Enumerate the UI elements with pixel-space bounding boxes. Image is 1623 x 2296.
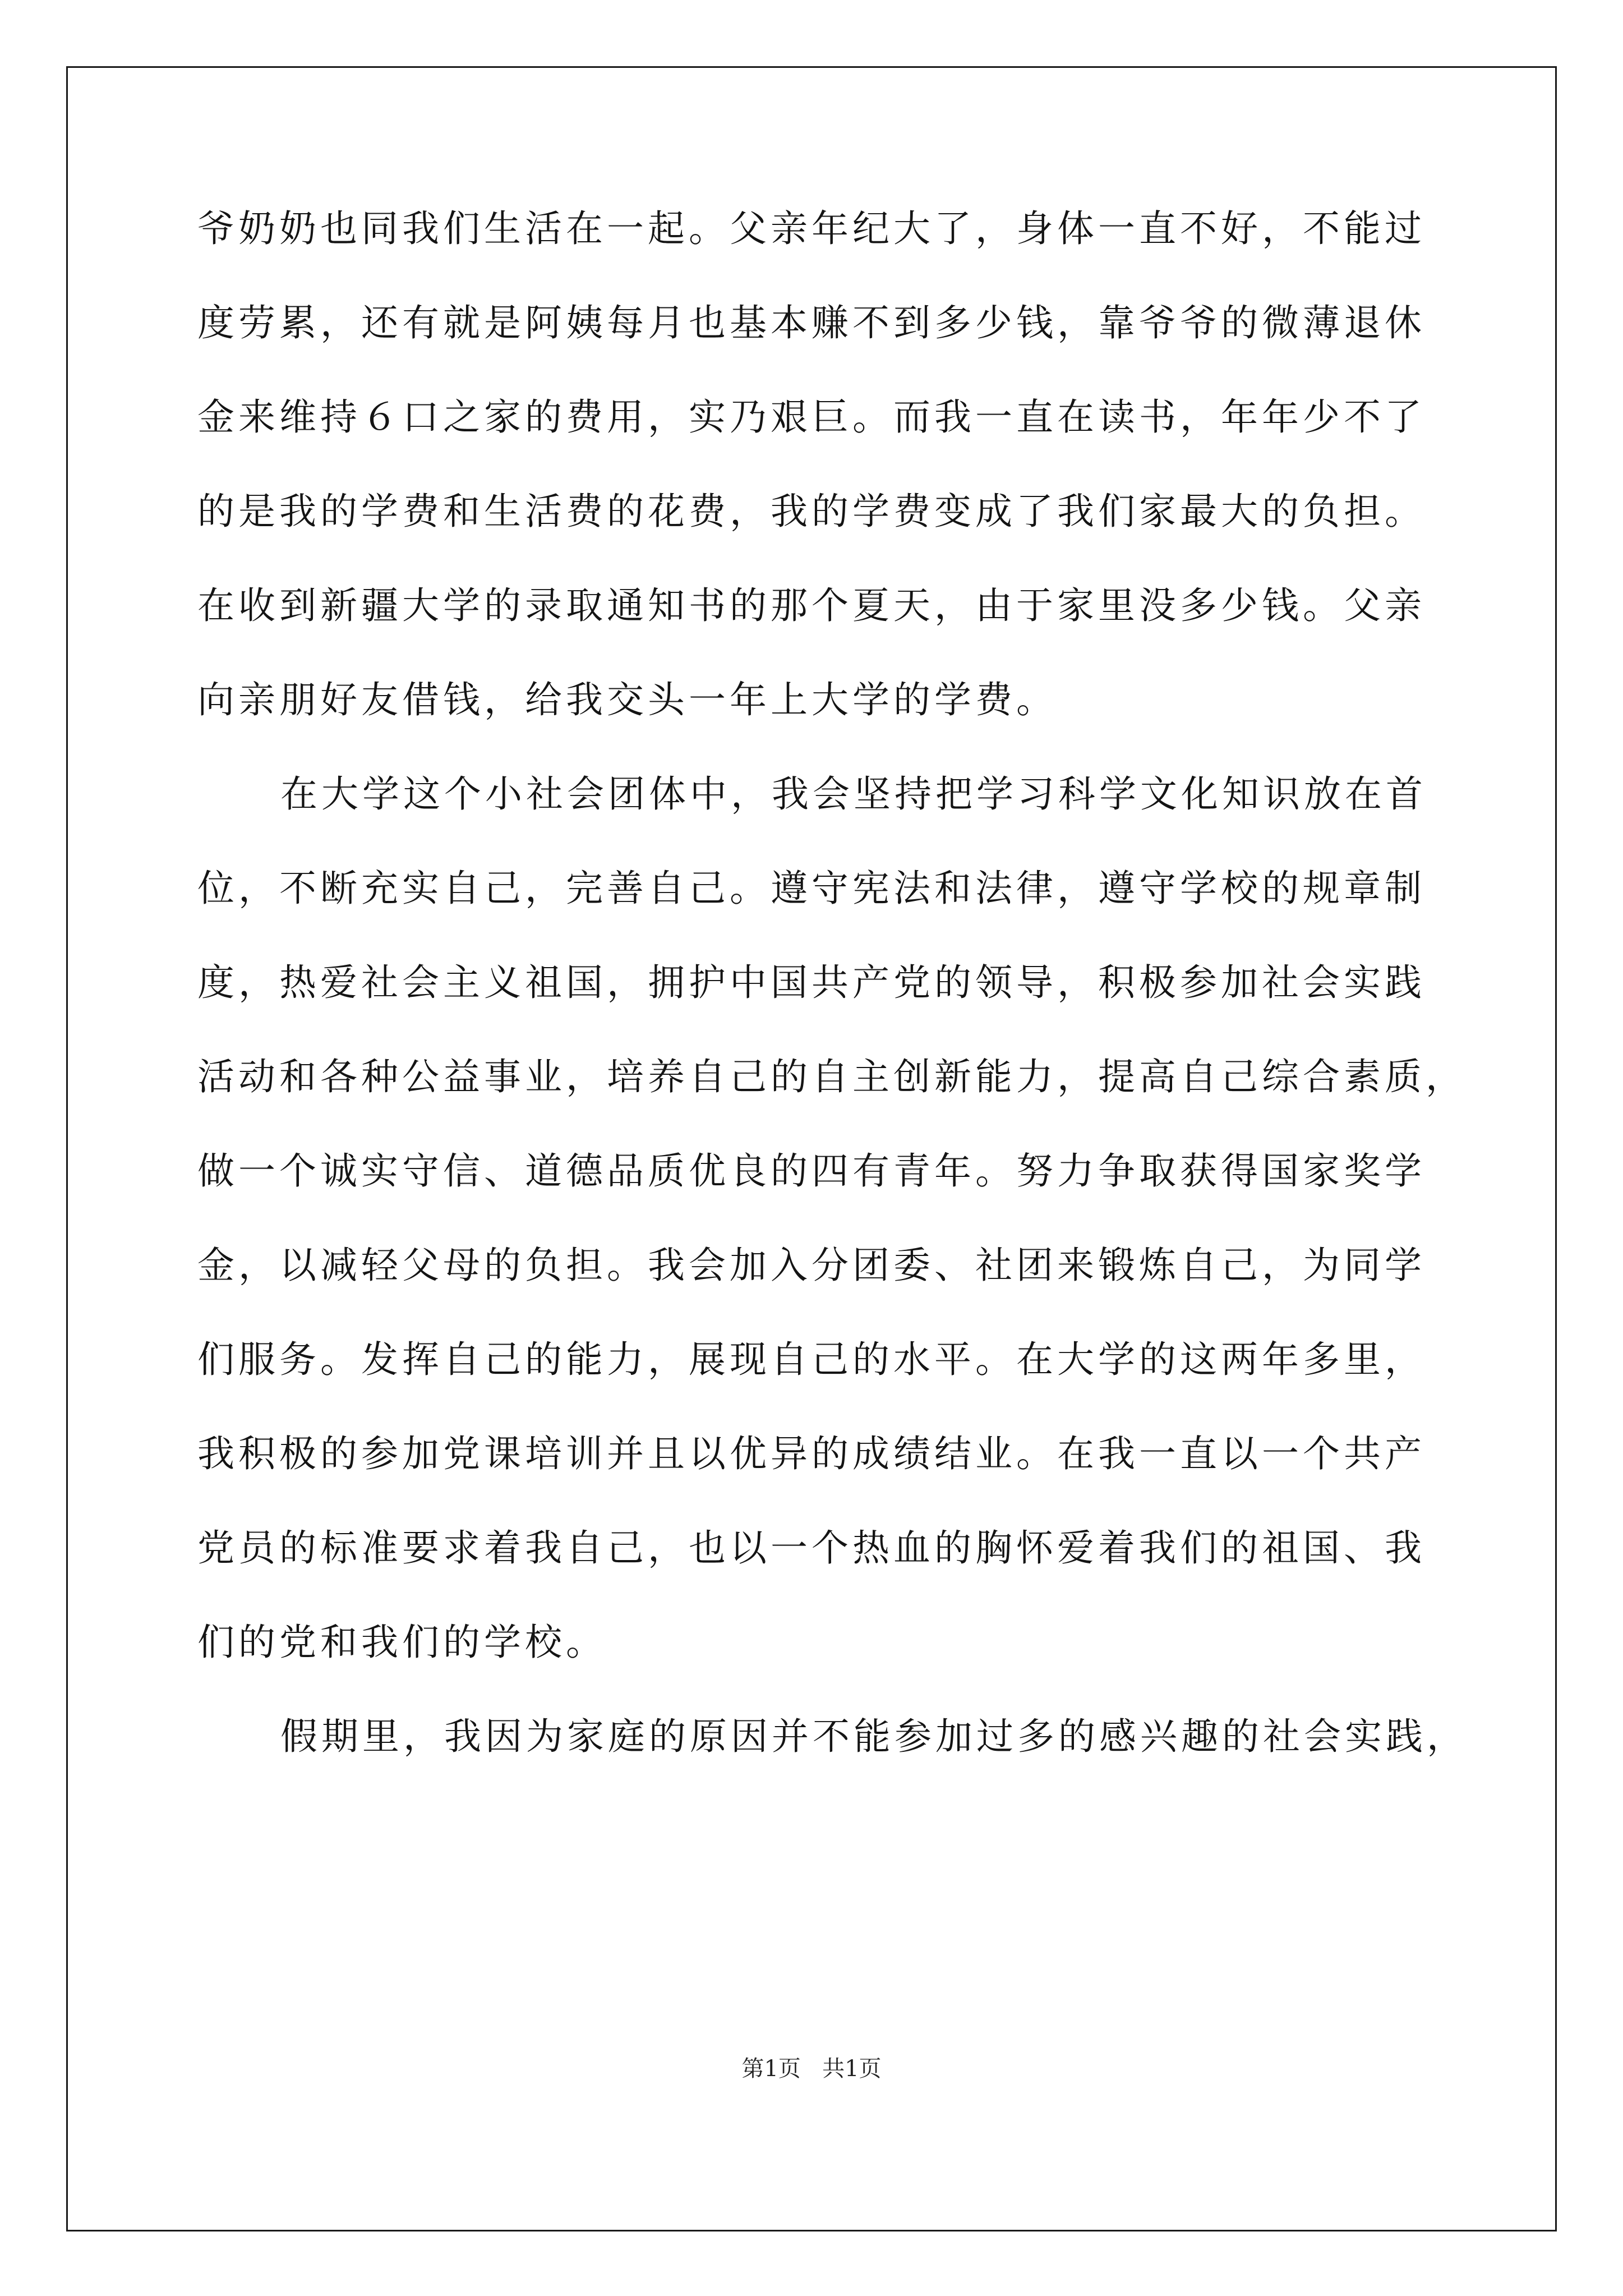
page-footer — [0, 2055, 1623, 2082]
text-line: 党员的标准要求着我自己，也以一个热血的胸怀爱着我们的祖国、我 — [197, 1526, 1426, 1570]
text-line: 们的党和我们的学校。 — [197, 1621, 607, 1664]
text-line: 假期里，我因为家庭的原因并不能参加过多的感兴趣的社会实践， — [280, 1715, 1468, 1758]
text-line: 做一个诚实守信、道德品质优良的四有青年。努力争取获得国家奖学 — [197, 1149, 1426, 1193]
text-line: 度，热爱社会主义祖国，拥护中国共产党的领导，积极参加社会实践 — [197, 961, 1426, 1004]
text-line: 爷奶奶也同我们生活在一起。父亲年纪大了，身体一直不好，不能过 — [197, 207, 1426, 250]
text-line: 在收到新疆大学的录取通知书的那个夏天，由于家里没多少钱。父亲 — [197, 584, 1426, 627]
text-line: 的是我的学费和生活费的花费，我的学费变成了我们家最大的负担。 — [197, 490, 1426, 533]
text-line: 金，以减轻父母的负担。我会加入分团委、社团来锻炼自己，为同学 — [197, 1244, 1426, 1287]
text-line: 活动和各种公益事业，培养自己的自主创新能力，提高自己综合素质， — [197, 1055, 1467, 1098]
page-number: 第1页 — [741, 2056, 801, 2082]
text-line: 向亲朋好友借钱，给我交头一年上大学的学费。 — [197, 678, 1057, 721]
text-line: 们服务。发挥自己的能力，展现自己的水平。在大学的这两年多里， — [197, 1338, 1426, 1381]
text-line: 位，不断充实自己，完善自己。遵守宪法和法律，遵守学校的规章制 — [197, 867, 1426, 910]
text-line: 金来维持６口之家的费用，实乃艰巨。而我一直在读书，年年少不了 — [197, 395, 1426, 439]
text-line: 在大学这个小社会团体中，我会坚持把学习科学文化知识放在首 — [280, 772, 1427, 816]
page-total: 共1页 — [822, 2056, 882, 2082]
text-line: 度劳累，还有就是阿姨每月也基本赚不到多少钱，靠爷爷的微薄退休 — [197, 301, 1426, 344]
text-line: 我积极的参加党课培训并且以优异的成绩结业。在我一直以一个共产 — [197, 1432, 1426, 1475]
